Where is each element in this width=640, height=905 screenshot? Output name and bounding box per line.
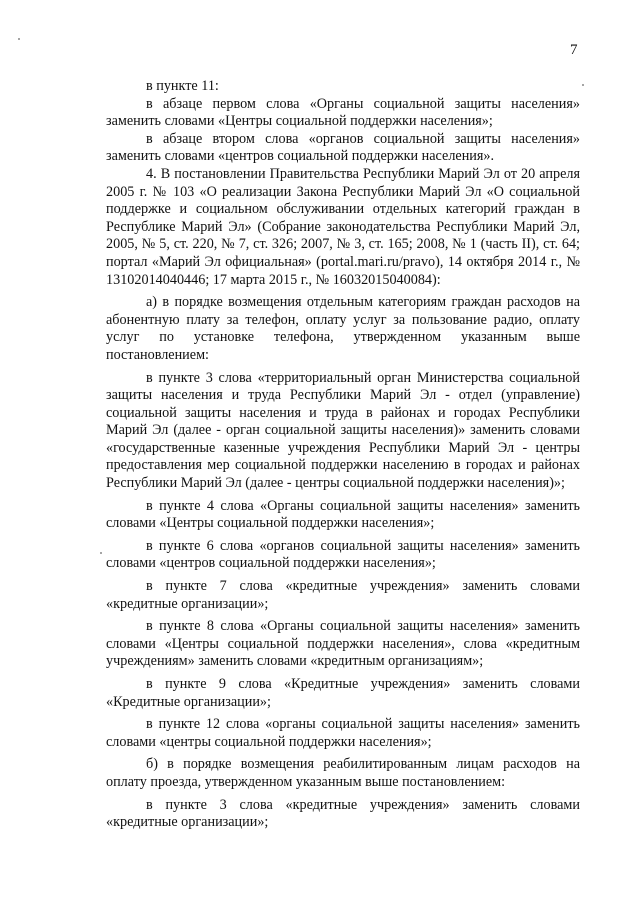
paragraph: 4. В постановлении Правительства Республики Марий Эл от 20 апреля 2005 г. № 103 «О реализации Закона Республики Марий Эл «О социальной поддержке и социальном обслуживании отдельных категорий граждан в Республике Марий Эл» (Собрание законодательства Республики Марий Эл, 2005, № 5, ст. 220, № 7, ст. 326; 2007, № 3, ст. 165; 2008, № 1 (часть II), ст. 64; портал «Марий Эл официальная» (portal.mari.ru/pravo), 14 октября 2014 г., № 13102014040446; 17 марта 2015 г., № 16032015040084): bbox=[106, 165, 580, 288]
paragraph: в пункте 9 слова «Кредитные учреждения» заменить словами «Кредитные организации»; bbox=[106, 676, 580, 710]
paragraph: б) в порядке возмещения реабилитированным лицам расходов на оплату проезда, утвержденном указанным выше постановлением: bbox=[106, 756, 580, 790]
scan-speck bbox=[18, 38, 20, 40]
paragraph: в абзаце втором слова «органов социальной защиты населения» заменить словами «центров социальной поддержки населения». bbox=[106, 130, 580, 165]
scan-speck bbox=[582, 84, 584, 86]
paragraph: в пункте 3 слова «кредитные учреждения» заменить словами «кредитные организации»; bbox=[106, 796, 580, 831]
paragraph: в пункте 12 слова «органы социальной защиты населения» заменить словами «центры социальной поддержки населения»; bbox=[106, 716, 580, 750]
paragraph: в абзаце первом слова «Органы социальной защиты населения» заменить словами «Центры социальной поддержки населения»; bbox=[106, 95, 580, 130]
paragraph: в пункте 8 слова «Органы социальной защиты населения» заменить словами «Центры социальной поддержки населения», слова «кредитным учреждениям» заменить словами «кредитным организациям»; bbox=[106, 618, 580, 670]
paragraph: в пункте 4 слова «Органы социальной защиты населения» заменить словами «Центры социальной поддержки населения»; bbox=[106, 497, 580, 532]
page-number: 7 bbox=[570, 42, 578, 58]
paragraph: в пункте 7 слова «кредитные учреждения» заменить словами «кредитные организации»; bbox=[106, 578, 580, 612]
paragraph: а) в порядке возмещения отдельным категориям граждан расходов на абонентную плату за телефон, оплату услуг за пользование радио, оплату услуг по установке телефона, утвержденном указанным выше постановлением: bbox=[106, 294, 580, 363]
paragraph: в пункте 3 слова «территориальный орган Министерства социальной защиты населения и труда Республики Марий Эл - отдел (управление) социальной защиты населения и труда в районах и городах Республики Марий Эл (далее - орган социальной защиты населения)» заменить словами «государственные казенные учреждения Республики Марий Эл - центры предоставления мер социальной поддержки населению в городах и районах Республики Марий Эл (далее - центры социальной поддержки населения)»; bbox=[106, 369, 580, 492]
document-body bbox=[106, 78, 580, 832]
paragraph: в пункте 11: bbox=[146, 78, 219, 94]
scan-speck bbox=[100, 552, 102, 554]
paragraph: в пункте 6 слова «органов социальной защиты населения» заменить словами «центров социальной поддержки населения»; bbox=[106, 537, 580, 572]
